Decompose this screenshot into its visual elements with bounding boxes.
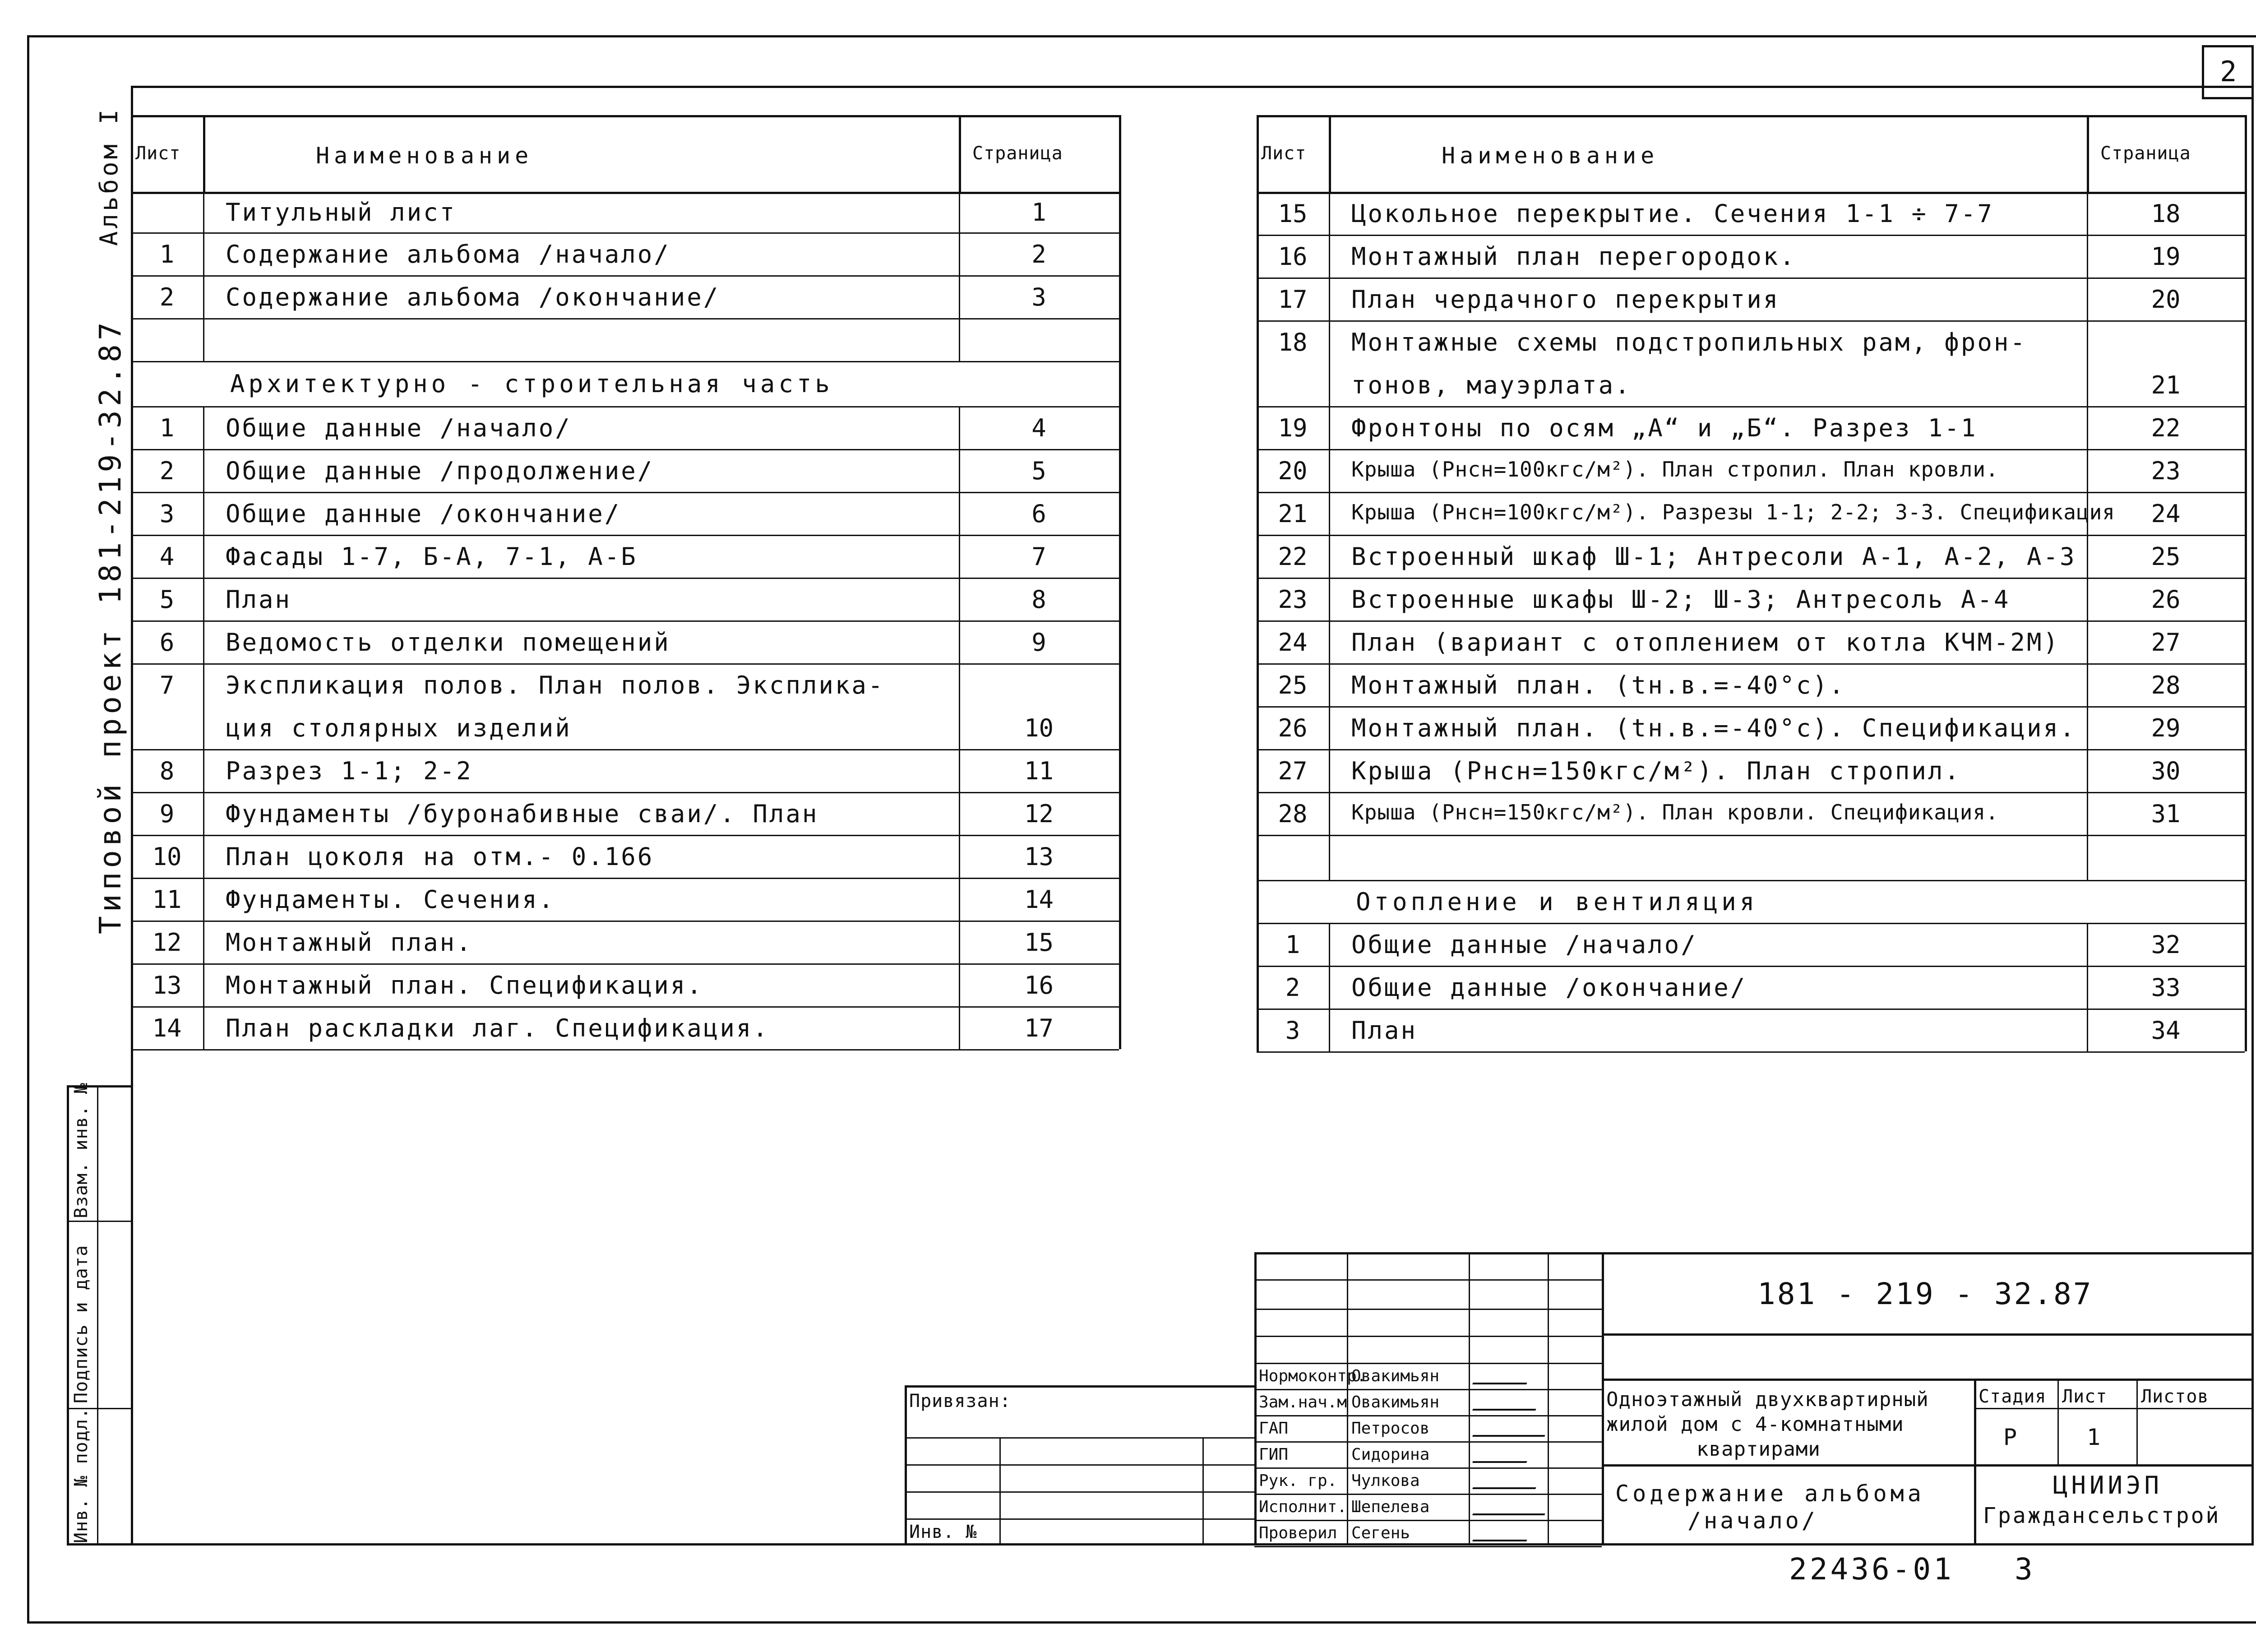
- right_table-row-name: Монтажные схемы подстропильных рам, фрон-: [1351, 328, 2027, 356]
- margin-stamp-substitute: Взам. инв. №: [71, 1083, 92, 1218]
- right_table-row-name: Крыша (Рнсн=150кгс/м²). План стропил.: [1351, 756, 1961, 785]
- signature-name: Шепелева: [1351, 1498, 1430, 1516]
- left_table-row-name: Общие данные /продолжение/: [226, 456, 654, 485]
- signature-role: Рук. гр.: [1259, 1472, 1337, 1490]
- org-line-1: ЦНИИЭП: [2053, 1471, 2163, 1499]
- left_table-row-name-cont: ция столярных изделий: [226, 713, 572, 742]
- right_table-row-page: 27: [2151, 628, 2181, 657]
- left_table-row-sheet: 7: [159, 671, 175, 699]
- left_table-row-page: 8: [1031, 585, 1046, 614]
- left_table-row-name: Экспликация полов. План полов. Эксплика-: [226, 671, 885, 699]
- left_table-row-page: 7: [1031, 542, 1046, 571]
- left_table-row-name: Монтажный план.: [226, 928, 473, 957]
- right_table-header-page: Страница: [2100, 143, 2191, 164]
- left_table-row-sheet: 9: [159, 799, 175, 828]
- left_table-row-page: 11: [1024, 756, 1054, 785]
- left_table-header-name: Наименование: [316, 143, 533, 169]
- right_table-header-sheet: Лист: [1261, 143, 1307, 164]
- right_table-row-name: Фронтоны по осям „А“ и „Б“. Разрез 1-1: [1351, 413, 1978, 442]
- signature-mark: [1472, 1367, 1533, 1384]
- document-code: 181 - 219 - 32.87: [1757, 1277, 2093, 1311]
- right_table-row-page: 25: [2151, 542, 2181, 571]
- right_table-row-page: 22: [2151, 413, 2181, 442]
- right_table-row-name: Встроенные шкафы Ш-2; Ш-3; Антресоль А-4: [1351, 585, 2011, 614]
- right_table-row-sheet: 2: [1285, 973, 1300, 1002]
- left_table-row-page: 10: [1024, 713, 1054, 742]
- right_table-row-sheet: 22: [1278, 542, 1308, 571]
- left_table-row-sheet: 6: [159, 628, 175, 657]
- signature-name: Сидорина: [1351, 1445, 1430, 1464]
- left_table-row-sheet: 5: [159, 585, 175, 614]
- right_table-row-name: План: [1351, 1016, 1418, 1045]
- building-line-3: квартирами: [1697, 1438, 1821, 1461]
- right_table-row-name: Монтажный план. (tн.в.=-40°с). Спецификация.: [1351, 713, 2076, 742]
- signature-role: ГИП: [1259, 1445, 1289, 1464]
- signature-role: Нормоконтр.: [1259, 1367, 1367, 1385]
- left_table-row-sheet: 14: [152, 1013, 182, 1042]
- left_table-row-sheet: 1: [159, 240, 175, 268]
- left_table-row-sheet: 2: [159, 282, 175, 311]
- sheet-label: Лист: [2062, 1386, 2108, 1407]
- org-line-2: Граждансельстрой: [1983, 1503, 2221, 1528]
- page-number: 3: [2015, 1552, 2033, 1587]
- left_table-row-name: Общие данные /начало/: [226, 413, 572, 442]
- right_table-row-sheet: 1: [1285, 930, 1300, 959]
- left_table-header-page: Страница: [972, 143, 1063, 164]
- album-label: Альбом I: [95, 106, 123, 246]
- left_table-row-sheet: 13: [152, 971, 182, 1000]
- right_table-row-sheet: 28: [1278, 799, 1308, 828]
- right_table-row-page: 29: [2151, 713, 2181, 742]
- left_table-row-name: Разрез 1-1; 2-2: [226, 756, 473, 785]
- left_table-section-title: Архитектурно - строительная часть: [230, 370, 833, 398]
- left_table-row-page: 2: [1031, 240, 1046, 268]
- left_table-row-page: 3: [1031, 282, 1046, 311]
- stage-value: Р: [2003, 1424, 2017, 1450]
- right_table-header-name: Наименование: [1442, 143, 1659, 169]
- stage-label: Стадия: [1979, 1386, 2047, 1407]
- sheets-label: Листов: [2141, 1386, 2209, 1407]
- right_table-row-sheet: 20: [1278, 456, 1308, 485]
- margin-stamp-signature: Подпись и дата: [71, 1245, 92, 1403]
- right_table-row-name: План (вариант с отоплением от котла КЧМ-2М): [1351, 628, 2060, 657]
- doc-title-line-2: /начало/: [1687, 1508, 1818, 1534]
- signature-name: Петросов: [1351, 1419, 1430, 1438]
- right_table-row-sheet: 17: [1278, 285, 1308, 314]
- left_table-row-name: План цоколя на отм.- 0.166: [226, 842, 654, 871]
- left_table-row-page: 6: [1031, 499, 1046, 528]
- signature-mark: [1472, 1393, 1542, 1411]
- signature-mark: [1472, 1446, 1533, 1463]
- left_table-row-name: Содержание альбома /окончание/: [226, 282, 720, 311]
- right_table-row-sheet: 15: [1278, 199, 1308, 228]
- right_table-row-page: 26: [2151, 585, 2181, 614]
- signature-mark: [1472, 1420, 1551, 1437]
- left_table-row-page: 9: [1031, 628, 1046, 657]
- left_table-row-page: 16: [1024, 971, 1054, 1000]
- project-label: Типовой проект 181-219-32.87: [93, 318, 128, 934]
- right_table-row-name: Общие данные /начало/: [1351, 930, 1697, 959]
- left_table-row-sheet: 1: [159, 413, 175, 442]
- right_table-row-page: 31: [2151, 799, 2181, 828]
- right_table-row-sheet: 23: [1278, 585, 1308, 614]
- left_table-row-name: Титульный лист: [226, 198, 457, 227]
- right_table-row-name: Крыша (Рнсн=100кгс/м²). План стропил. План кровли.: [1351, 457, 1999, 481]
- bound-label: Привязан:: [909, 1391, 1011, 1411]
- left_table-row-sheet: 8: [159, 756, 175, 785]
- right_table-row-sheet: 26: [1278, 713, 1308, 742]
- left_table-row-name: Общие данные /окончание/: [226, 499, 621, 528]
- left_table-row-sheet: 3: [159, 499, 175, 528]
- signature-name: Сегень: [1351, 1524, 1410, 1542]
- right_table-row-name: Общие данные /окончание/: [1351, 973, 1747, 1002]
- left_table-row-page: 14: [1024, 885, 1054, 914]
- inventory-label: Инв. №: [909, 1522, 977, 1542]
- doc-title-line-1: Содержание альбома: [1615, 1481, 1925, 1507]
- right_table-row-page: 24: [2151, 499, 2181, 528]
- sheet-number: 2: [2220, 55, 2237, 88]
- right_table-row-sheet: 21: [1278, 499, 1308, 528]
- right_table-row-sheet: 3: [1285, 1016, 1300, 1045]
- left_table-row-name: Фундаменты. Сечения.: [226, 885, 555, 914]
- right_table-row-name: Монтажный план перегородок.: [1351, 242, 1796, 271]
- right_table-row-page: 23: [2151, 456, 2181, 485]
- left_table-row-page: 4: [1031, 413, 1046, 442]
- left_table-row-page: 15: [1024, 928, 1054, 957]
- building-line-2: жилой дом с 4-комнатными: [1606, 1413, 1904, 1436]
- right_table-row-sheet: 24: [1278, 628, 1308, 657]
- right_table-row-page: 20: [2151, 285, 2181, 314]
- right_table-row-page: 28: [2151, 671, 2181, 699]
- right_table-row-name: Цокольное перекрытие. Сечения 1-1 ÷ 7-7: [1351, 199, 1994, 228]
- left_table-row-page: 5: [1031, 456, 1046, 485]
- right_table-row-name: План чердачного перекрытия: [1351, 285, 1780, 314]
- right_table-row-name: Встроенный шкаф Ш-1; Антресоли А-1, А-2, А-3: [1351, 542, 2076, 571]
- left_table-row-name: Фасады 1-7, Б-А, 7-1, А-Б: [226, 542, 638, 571]
- left_table-row-name: План: [226, 585, 292, 614]
- right_table-row-sheet: 19: [1278, 413, 1308, 442]
- signature-role: ГАП: [1259, 1419, 1289, 1438]
- right_table-row-sheet: 16: [1278, 242, 1308, 271]
- signature-mark: [1472, 1472, 1542, 1489]
- right_table-row-page: 34: [2151, 1016, 2181, 1045]
- sheet-value: 1: [2087, 1424, 2101, 1450]
- left_table-row-sheet: 2: [159, 456, 175, 485]
- right_table-row-sheet: 18: [1278, 328, 1308, 356]
- left_table-row-name: Содержание альбома /начало/: [226, 240, 670, 268]
- right_table-row-page: 33: [2151, 973, 2181, 1002]
- right_table-row-page: 30: [2151, 756, 2181, 785]
- right_table-row-page: 21: [2151, 370, 2181, 399]
- left_table-row-name: Ведомость отделки помещений: [226, 628, 670, 657]
- right_table-row-page: 32: [2151, 930, 2181, 959]
- signature-name: Чулкова: [1351, 1472, 1420, 1490]
- right_table-row-name: Крыша (Рнсн=100кгс/м²). Разрезы 1-1; 2-2; 3-3. Спецификация: [1351, 500, 2115, 524]
- left_table-row-page: 1: [1031, 198, 1046, 227]
- left_table-row-page: 12: [1024, 799, 1054, 828]
- inventory-number: 22436-01: [1789, 1552, 1954, 1587]
- signature-name: Овакимьян: [1351, 1367, 1440, 1385]
- signature-role: Исполнит.: [1259, 1498, 1347, 1516]
- right_table-section-title: Отопление и вентиляция: [1356, 887, 1758, 916]
- left_table-row-sheet: 12: [152, 928, 182, 957]
- margin-stamp-inventory: Инв. № подл.: [71, 1407, 92, 1543]
- signature-mark: [1472, 1498, 1551, 1515]
- signature-role: Зам.нач.м: [1259, 1393, 1347, 1411]
- right_table-row-name-cont: тонов, мауэрлата.: [1351, 370, 1632, 399]
- signature-mark: [1472, 1524, 1533, 1541]
- left_table-row-page: 13: [1024, 842, 1054, 871]
- left_table-row-sheet: 4: [159, 542, 175, 571]
- right_table-row-sheet: 25: [1278, 671, 1308, 699]
- right_table-row-name: Крыша (Рнсн=150кгс/м²). План кровли. Спецификация.: [1351, 800, 1999, 824]
- right_table-row-name: Монтажный план. (tн.в.=-40°с).: [1351, 671, 1846, 699]
- right_table-row-page: 18: [2151, 199, 2181, 228]
- left_table-row-sheet: 10: [152, 842, 182, 871]
- left_table-row-name: Фундаменты /буронабивные сваи/. План: [226, 799, 819, 828]
- signature-name: Овакимьян: [1351, 1393, 1440, 1411]
- left_table-row-name: Монтажный план. Спецификация.: [226, 971, 703, 1000]
- left_table-row-page: 17: [1024, 1013, 1054, 1042]
- right_table-row-page: 19: [2151, 242, 2181, 271]
- left_table-row-sheet: 11: [152, 885, 182, 914]
- building-line-1: Одноэтажный двухквартирный: [1606, 1388, 1929, 1411]
- left_table-header-sheet: Лист: [135, 143, 181, 164]
- left_table-row-name: План раскладки лаг. Спецификация.: [226, 1013, 769, 1042]
- signature-role: Проверил: [1259, 1524, 1337, 1542]
- right_table-row-sheet: 27: [1278, 756, 1308, 785]
